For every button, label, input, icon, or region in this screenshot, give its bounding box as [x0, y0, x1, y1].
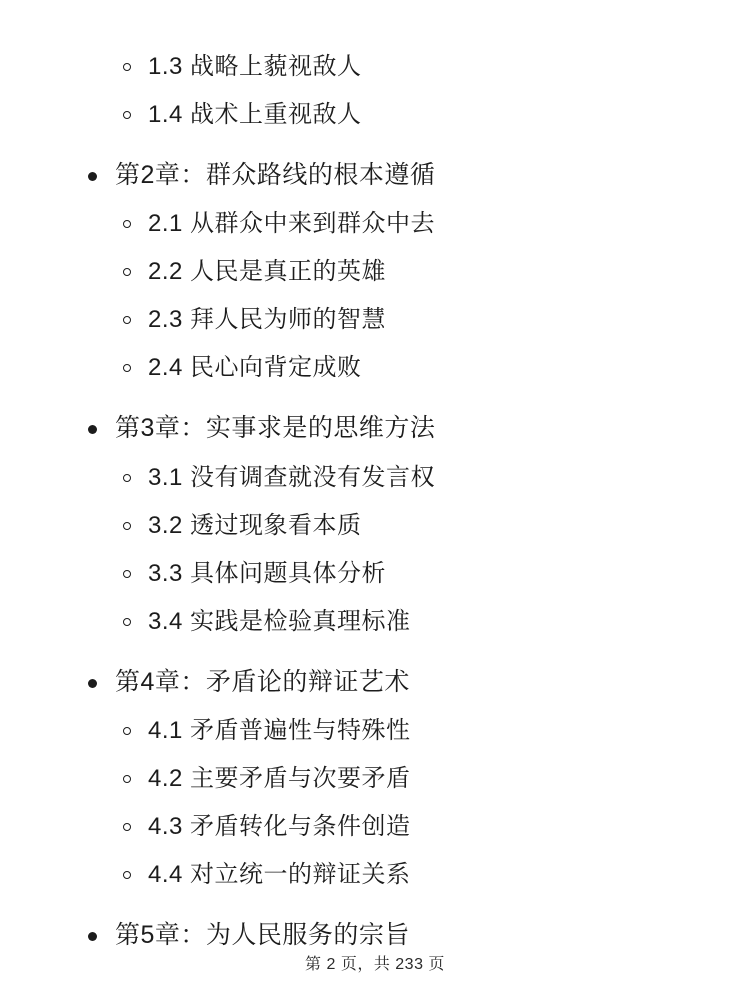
toc-group-chapter4	[40, 667, 710, 890]
toc-entry-label: 3.1 没有调查就没有发言权	[148, 463, 436, 491]
toc-sublist-chapter-4	[40, 716, 710, 890]
hollow-bullet-icon	[123, 871, 131, 879]
toc-entry-chapter-2[interactable]	[40, 160, 710, 191]
toc-entry-chapter-4[interactable]	[40, 667, 710, 698]
hollow-bullet-icon	[123, 316, 131, 324]
toc-entry-label: 4.2 主要矛盾与次要矛盾	[148, 764, 411, 792]
toc-entry-2-4[interactable]	[40, 353, 710, 383]
toc-entry-4-4[interactable]	[40, 860, 710, 890]
toc-entry-label: 第5章：为人民服务的宗旨	[115, 920, 410, 949]
hollow-bullet-icon	[123, 220, 131, 228]
toc-entry-label: 2.3 拜人民为师的智慧	[148, 306, 387, 334]
table-of-contents	[40, 52, 710, 951]
toc-entry-label: 2.2 人民是真正的英雄	[148, 258, 387, 286]
toc-entry-3-3[interactable]	[40, 559, 710, 589]
toc-sublist-chapter-3	[40, 463, 710, 637]
toc-entry-1-3[interactable]	[40, 52, 710, 82]
toc-entry-label: 第4章：矛盾论的辩证艺术	[115, 667, 410, 696]
toc-sublist-chapter-2	[40, 209, 710, 383]
toc-entry-chapter-5[interactable]	[40, 920, 710, 951]
toc-entry-label: 3.2 透过现象看本质	[148, 511, 362, 539]
toc-entry-2-2[interactable]	[40, 257, 710, 287]
toc-entry-label: 1.3 战略上藐视敌人	[148, 53, 362, 80]
toc-entry-label: 3.4 实践是检验真理标准	[148, 607, 411, 635]
toc-entry-2-1[interactable]	[40, 209, 710, 239]
toc-entry-label: 第3章：实事求是的思维方法	[115, 414, 436, 443]
toc-group-chapter2	[40, 160, 710, 383]
hollow-bullet-icon	[123, 570, 131, 578]
toc-entry-3-1[interactable]	[40, 463, 710, 493]
toc-entry-4-3[interactable]	[40, 812, 710, 842]
toc-entry-label: 3.3 具体问题具体分析	[148, 559, 387, 587]
filled-bullet-icon	[88, 425, 97, 434]
toc-entry-3-2[interactable]	[40, 511, 710, 541]
page-footer: 第 2 页，共 233 页	[305, 956, 445, 973]
hollow-bullet-icon	[123, 63, 131, 71]
toc-group-chapter5	[40, 920, 710, 951]
toc-entry-label: 2.4 民心向背定成败	[148, 354, 362, 382]
hollow-bullet-icon	[123, 111, 131, 119]
toc-entry-4-1[interactable]	[40, 716, 710, 746]
toc-entry-chapter-3[interactable]	[40, 413, 710, 444]
toc-entry-1-4[interactable]	[40, 100, 710, 130]
hollow-bullet-icon	[123, 364, 131, 372]
toc-entry-label: 4.3 矛盾转化与条件创造	[148, 812, 411, 840]
hollow-bullet-icon	[123, 268, 131, 276]
toc-entry-label: 1.4 战术上重视敌人	[148, 101, 362, 128]
hollow-bullet-icon	[123, 618, 131, 626]
toc-entry-2-3[interactable]	[40, 305, 710, 335]
filled-bullet-icon	[88, 932, 97, 941]
hollow-bullet-icon	[123, 727, 131, 735]
hollow-bullet-icon	[123, 474, 131, 482]
toc-entry-label: 2.1 从群众中来到群众中去	[148, 210, 436, 238]
hollow-bullet-icon	[123, 775, 131, 783]
filled-bullet-icon	[88, 679, 97, 688]
filled-bullet-icon	[88, 172, 97, 181]
toc-entry-4-2[interactable]	[40, 764, 710, 794]
toc-entry-label: 4.4 对立统一的辩证关系	[148, 860, 411, 888]
toc-group-chapter3	[40, 413, 710, 636]
toc-entry-label: 4.1 矛盾普遍性与特殊性	[148, 716, 411, 744]
toc-entry-label: 第2章：群众路线的根本遵循	[115, 161, 436, 189]
hollow-bullet-icon	[123, 823, 131, 831]
toc-entry-3-4[interactable]	[40, 607, 710, 637]
hollow-bullet-icon	[123, 522, 131, 530]
toc-group-chapter1-tail	[40, 52, 710, 130]
